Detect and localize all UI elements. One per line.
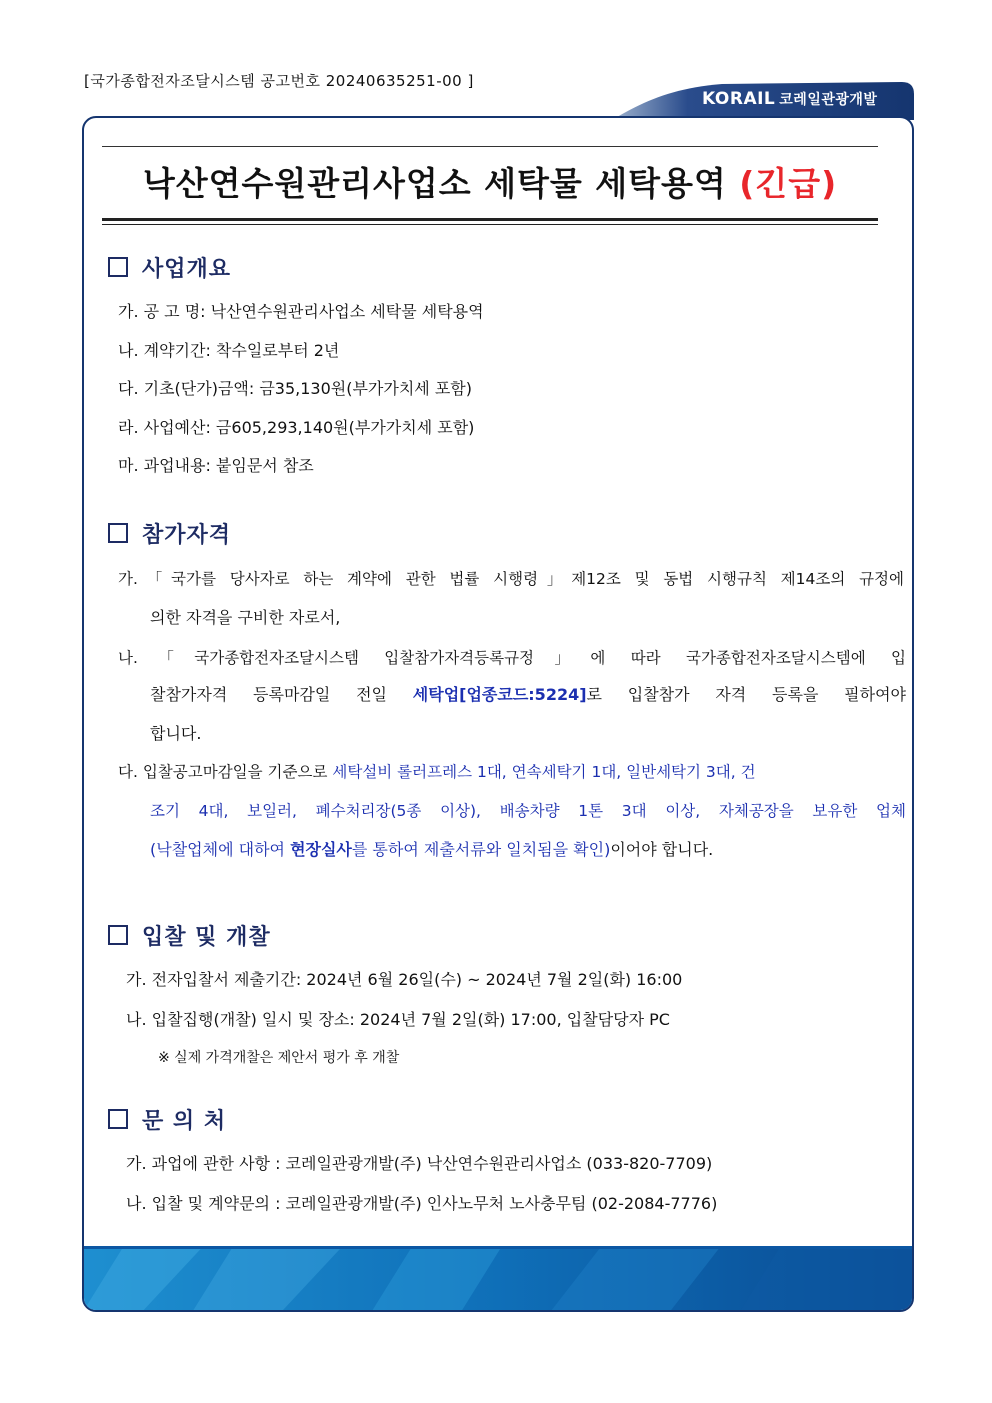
list-item: 라. 사업예산: 금605,293,140원(부가가치세 포함) <box>118 418 475 437</box>
site-inspection-highlight: 현장실사 <box>290 840 352 859</box>
list-item-continuation: 의한 자격을 구비한 자로서, <box>150 608 341 627</box>
list-item-continuation: 합니다. <box>150 724 202 743</box>
text-segment: (낙찰업체에 대하여 <box>150 840 291 859</box>
checkbox-square-icon <box>108 925 128 945</box>
list-item: 나.「국가종합전자조달시스템 입찰참가자격등록규정」에 따라 국가종합전자조달시스템에 입 <box>118 649 906 667</box>
list-item: 가. 과업에 관한 사항 : 코레일관광개발(주) 낙산연수원관리사업소 (033-820-7709) <box>126 1154 713 1173</box>
list-item-continuation <box>150 840 713 860</box>
section-heading-text: 사업개요 <box>142 257 232 282</box>
title-block <box>102 146 878 226</box>
text-segment: 로 입찰참가 자격 등록을 필하여야 <box>586 685 906 704</box>
section-heading-eligibility <box>108 518 231 549</box>
announcement-reference: [국가종합전자조달시스템 공고번호 20240635251-00 ] <box>84 72 474 90</box>
list-item: 나. 입찰집행(개찰) 일시 및 장소: 2024년 7월 2일(화) 17:00, 입찰담당자 PC <box>126 1010 670 1029</box>
list-item-continuation: 조기 4대, 보일러, 폐수처리장(5종 이상), 배송차량 1톤 3대 이상, 자체공장을 보유한 업체 <box>150 802 906 820</box>
industry-code-highlight: 세탁업[업종코드:5224] <box>412 685 587 704</box>
list-item: 마. 과업내용: 붙임문서 참조 <box>118 456 314 475</box>
korail-logo-mark: KORAIL <box>702 89 776 109</box>
list-item-continuation <box>150 685 906 705</box>
urgent-tag: (긴급) <box>739 164 838 203</box>
footer-decoration <box>84 1246 912 1310</box>
list-item: 다. 기초(단가)금액: 금35,130원(부가가치세 포함) <box>118 379 472 398</box>
title-main: 낙산연수원관리사업소 세탁물 세탁용역 <box>142 164 727 203</box>
korail-logo <box>702 89 877 109</box>
section-heading-bidding <box>108 920 271 951</box>
checkbox-square-icon <box>108 257 128 277</box>
section-heading-text: 입찰 및 개찰 <box>142 925 271 950</box>
note-text: ※ 실제 가격개찰은 제안서 평가 후 개찰 <box>158 1050 400 1066</box>
title-rule-thick <box>102 218 878 221</box>
section-heading-overview <box>108 252 231 283</box>
title-rule <box>102 146 878 147</box>
list-item <box>118 762 906 782</box>
list-item: 가.「국가를 당사자로 하는 계약에 관한 법률 시행령」제12조 및 동법 시행규칙 제14조의 규정에 <box>118 570 904 588</box>
checkbox-square-icon <box>108 523 128 543</box>
list-item: 가. 전자입찰서 제출기간: 2024년 6월 26일(수) ~ 2024년 7월 2일(화) 16:00 <box>126 970 683 989</box>
section-heading-contact <box>108 1104 226 1135</box>
section-heading-text: 참가자격 <box>142 523 232 548</box>
section-heading-text: 문 의 처 <box>142 1109 227 1134</box>
page-title <box>102 158 878 205</box>
title-rule-thin <box>102 224 878 225</box>
checkbox-square-icon <box>108 1109 128 1129</box>
list-item: 가. 공 고 명: 낙산연수원관리사업소 세탁물 세탁용역 <box>118 302 484 321</box>
list-item: 나. 입찰 및 계약문의 : 코레일관광개발(주) 인사노무처 노사충무팀 (02-2084-7776) <box>126 1194 718 1213</box>
list-item: 나. 계약기간: 착수일로부터 2년 <box>118 341 340 360</box>
text-segment: 를 통하여 제출서류와 일치됨을 확인) <box>351 840 611 859</box>
text-segment: 이어야 합니다. <box>610 840 714 859</box>
equipment-highlight: 세탁설비 롤러프레스 1대, 연속세탁기 1대, 일반세탁기 3대, 건 <box>332 763 756 781</box>
brand-name: 코레일관광개발 <box>779 92 878 108</box>
text-segment: 찰참가자격 등록마감일 전일 <box>150 685 413 704</box>
text-segment: 다. 입찰공고마감일을 기준으로 <box>118 763 333 781</box>
